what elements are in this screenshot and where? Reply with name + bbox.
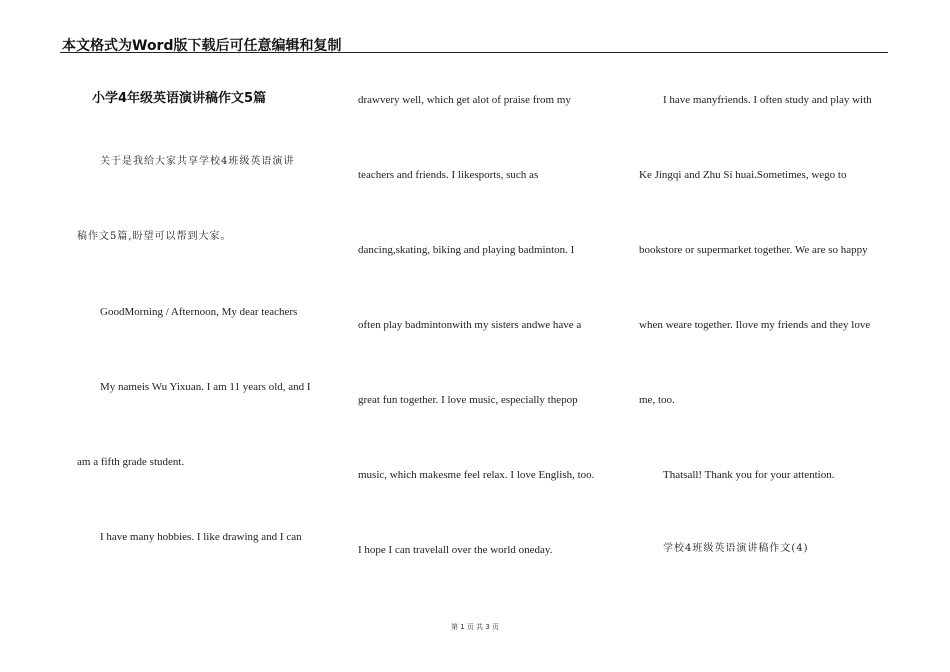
body-line: GoodMorning / Afternoon, My dear teachers bbox=[100, 306, 298, 318]
body-line: 稿作文5篇,盼望可以帮到大家。 bbox=[77, 231, 232, 242]
body-line: me, too. bbox=[639, 394, 675, 406]
body-line: am a fifth grade student. bbox=[77, 456, 185, 468]
document-header-title: 本文格式为Word版下载后可任意编辑和复制 bbox=[62, 38, 342, 54]
body-line: Ke Jingqi and Zhu Si huai.Sometimes, wego to bbox=[639, 169, 847, 181]
body-line: Thatsall! Thank you for your attention. bbox=[663, 469, 835, 481]
body-line: I have many hobbies. I like drawing and I can bbox=[100, 531, 302, 543]
body-line: 关于是我给大家共享学校4班级英语演讲 bbox=[100, 156, 295, 167]
body-line: great fun together. I love music, especially thepop bbox=[358, 394, 578, 406]
section-heading: 学校4班级英语演讲稿作文(4) bbox=[663, 543, 809, 554]
header-divider bbox=[60, 52, 888, 53]
body-line: teachers and friends. I likesports, such as bbox=[358, 169, 539, 181]
body-line: I have manyfriends. I often study and play with bbox=[663, 94, 872, 106]
body-line: bookstore or supermarket together. We are so happy bbox=[639, 244, 868, 256]
page-number: 第 1 页 共 3 页 bbox=[450, 623, 500, 631]
body-line: drawvery well, which get alot of praise from my bbox=[358, 94, 571, 106]
body-line: often play badmintonwith my sisters andwe have a bbox=[358, 319, 582, 331]
body-line: music, which makesme feel relax. I love English, too. bbox=[358, 469, 595, 481]
body-line: I hope I can travelall over the world oneday. bbox=[358, 544, 553, 556]
body-line: My nameis Wu Yixuan. I am 11 years old, and I bbox=[100, 381, 311, 393]
body-line: when weare together. Ilove my friends and they love bbox=[639, 319, 871, 331]
body-line: dancing,skating, biking and playing badminton. I bbox=[358, 244, 575, 256]
article-title: 小学4年级英语演讲稿作文5篇 bbox=[92, 91, 267, 106]
